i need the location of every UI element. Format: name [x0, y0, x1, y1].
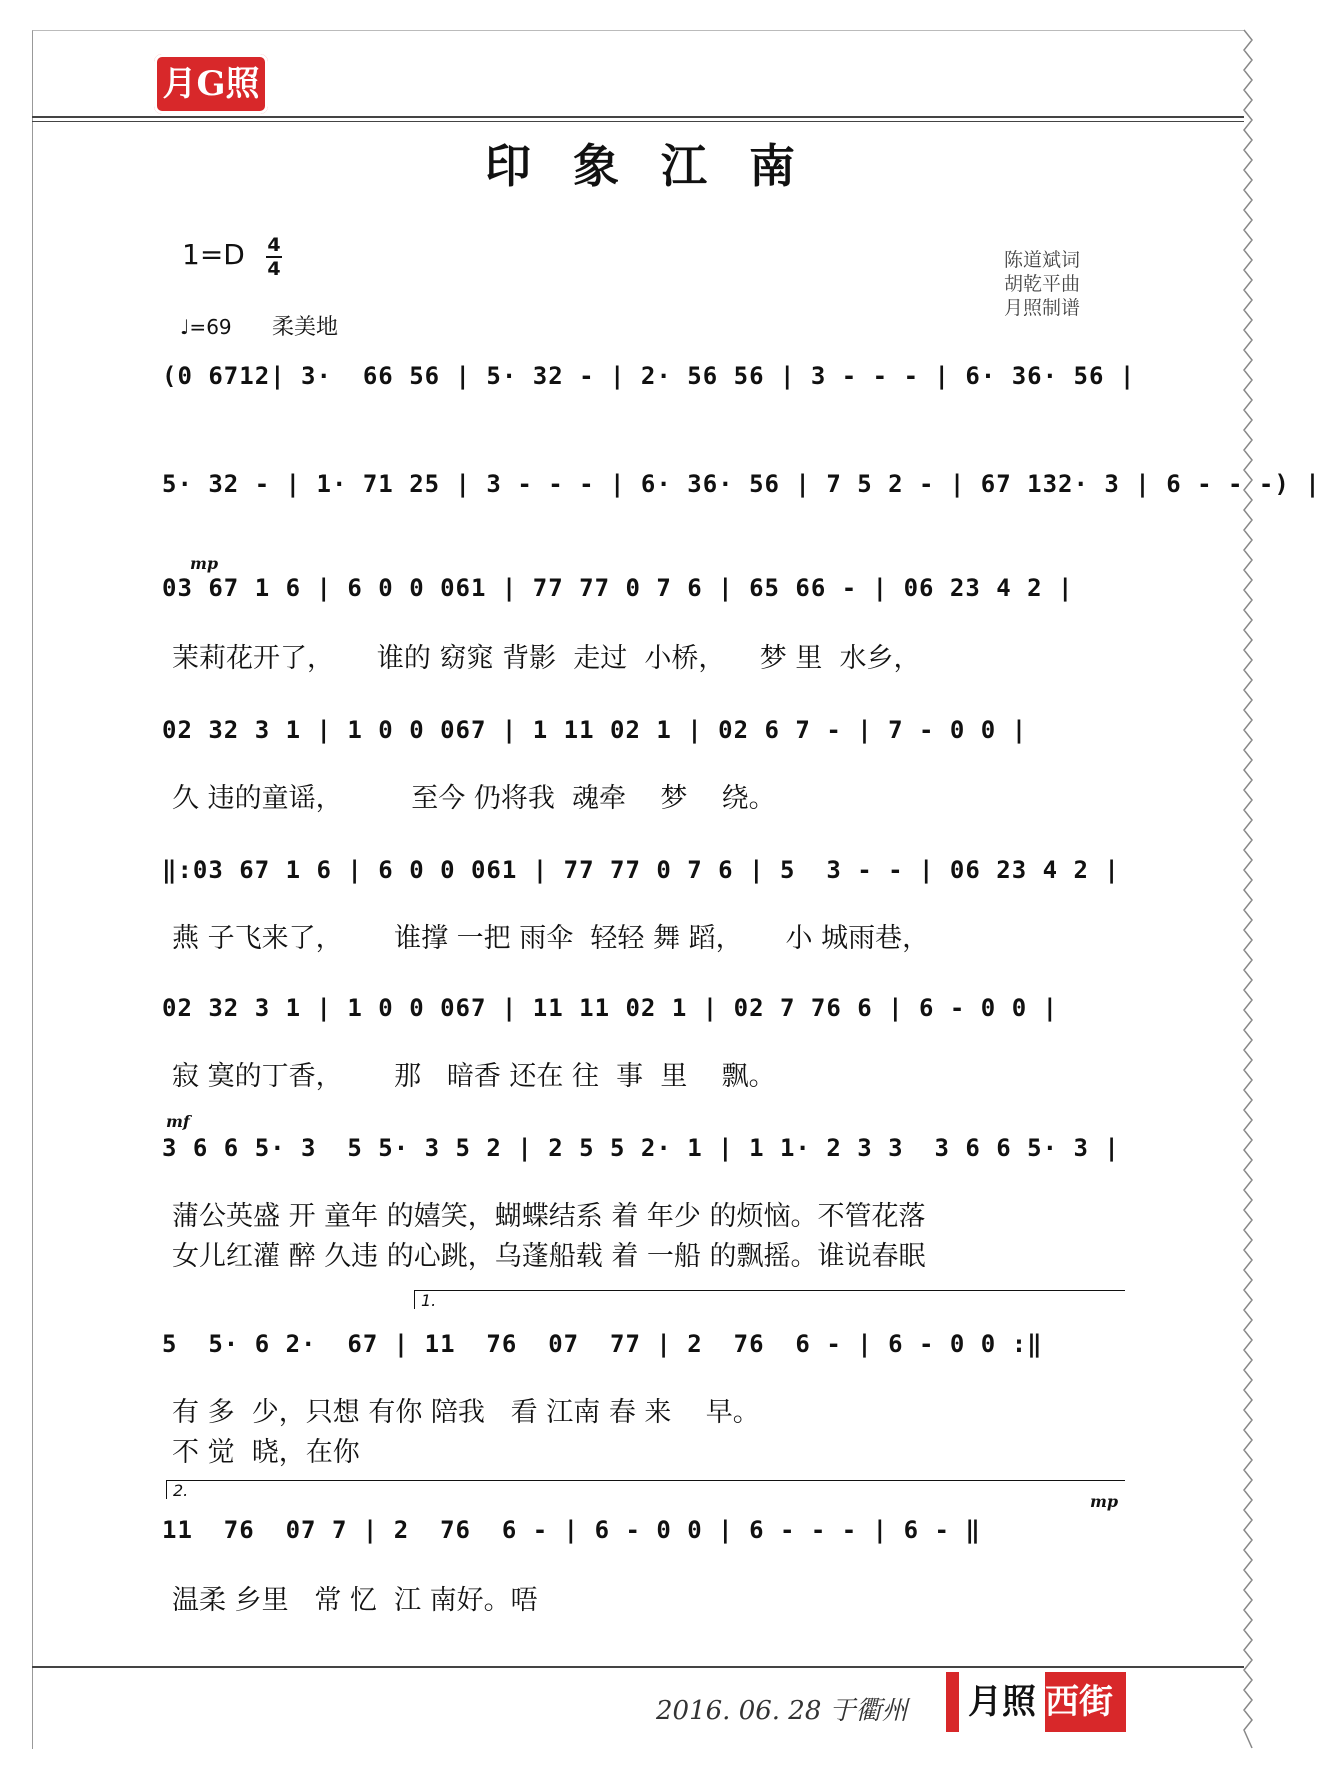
footer-seal: [946, 1672, 1126, 1732]
lyric-line: 温柔 乡里 常 忆 江 南好。唔: [172, 1585, 538, 1616]
tempo-marking: [180, 310, 338, 341]
notation-line: 5 5· 6 2· 67 | 11 76 07 77 | 2 76 6 - | 6 - 0 0 :‖: [162, 1330, 1043, 1358]
seal-right: 西街: [1045, 1682, 1113, 1722]
lyric-line: 久 违的童谣， 至今 仍将我 魂牵 梦 绕。: [172, 783, 776, 814]
dynamic-mark: mp: [1090, 1492, 1119, 1511]
torn-edge: [1242, 30, 1256, 1748]
credits: [1004, 248, 1080, 320]
composer: 胡乾平曲: [1004, 273, 1081, 295]
lyric-line: 茉莉花开了， 谁的 窈窕 背影 走过 小桥， 梦 里 水乡，: [172, 643, 921, 674]
notation-line: 3 6 6 5· 3 5 5· 3 5 2 | 2 5 5 2· 1 | 1 1· 2 3 3 3 6 6 5· 3 |: [162, 1134, 1120, 1162]
expression-mark: 柔美地: [272, 315, 339, 340]
volta-label: 1.: [421, 1291, 437, 1310]
notation-line: 11 76 07 7 | 2 76 6 - | 6 - 0 0 | 6 - - - | 6 - ‖: [162, 1516, 981, 1544]
volta-bracket-1: [414, 1290, 1125, 1309]
arranger: 月照制谱: [1004, 297, 1081, 319]
notation-line: 02 32 3 1 | 1 0 0 067 | 1 11 02 1 | 02 6 7 - | 7 - 0 0 |: [162, 716, 1028, 744]
seal-left: 月照: [959, 1672, 1045, 1732]
time-bottom: 4: [267, 258, 281, 280]
lyric-line: 燕 子飞来了， 谁撑 一把 雨伞 轻轻 舞 蹈， 小 城雨巷，: [172, 923, 930, 954]
notation-line: (0 6712| 3· 66 56 | 5· 32 - | 2· 56 56 | 3 - - - | 6· 36· 56 |: [162, 362, 1136, 390]
lyric-line-2: 不 觉 晓，在你: [172, 1437, 360, 1468]
notation-line: 03 67 1 6 | 6 0 0 061 | 77 77 0 7 6 | 65 66 - | 06 23 4 2 |: [162, 574, 1074, 602]
lyricist: 陈道斌词: [1004, 249, 1081, 271]
footer-date: 2016. 06. 28 于衢州: [656, 1696, 908, 1726]
header-rule: [32, 116, 1244, 118]
seal-logo: 月G照: [154, 54, 268, 114]
tempo-value: ♩=69: [180, 315, 232, 339]
notation-line: 5· 32 - | 1· 71 25 | 3 - - - | 6· 36· 56 | 7 5 2 - | 67 132· 3 | 6 - - -) |: [162, 470, 1321, 498]
song-title: 印象江南: [485, 139, 837, 193]
dynamic-mark: mp: [190, 554, 219, 573]
notation-line: ‖:03 67 1 6 | 6 0 0 061 | 77 77 0 7 6 | 5 3 - - | 06 23 4 2 |: [162, 856, 1120, 884]
time-top: 4: [267, 234, 281, 256]
lyric-line: 寂 寞的丁香， 那 暗香 还在 往 事 里 飘。: [172, 1061, 776, 1092]
footer-rule: [32, 1666, 1244, 1668]
volta-label: 2.: [173, 1481, 189, 1500]
lyric-line: 有 多 少，只想 有你 陪我 看 江南 春 来 早。: [172, 1397, 760, 1428]
volta-bracket-2: [166, 1480, 1125, 1499]
lyric-line: 蒲公英盛 开 童年 的嬉笑，蝴蝶结系 着 年少 的烦恼。不管花落: [172, 1201, 926, 1232]
dynamic-mark: mf: [166, 1112, 190, 1131]
lyric-line-2: 女儿红灌 醉 久违 的心跳，乌蓬船载 着 一船 的飘摇。谁说春眠: [172, 1241, 926, 1272]
time-signature: [266, 234, 282, 280]
notation-line: 02 32 3 1 | 1 0 0 067 | 11 11 02 1 | 02 7 76 6 | 6 - 0 0 |: [162, 994, 1059, 1022]
header-rule-thin: [32, 121, 1244, 122]
key-signature: 1=D: [182, 238, 245, 271]
